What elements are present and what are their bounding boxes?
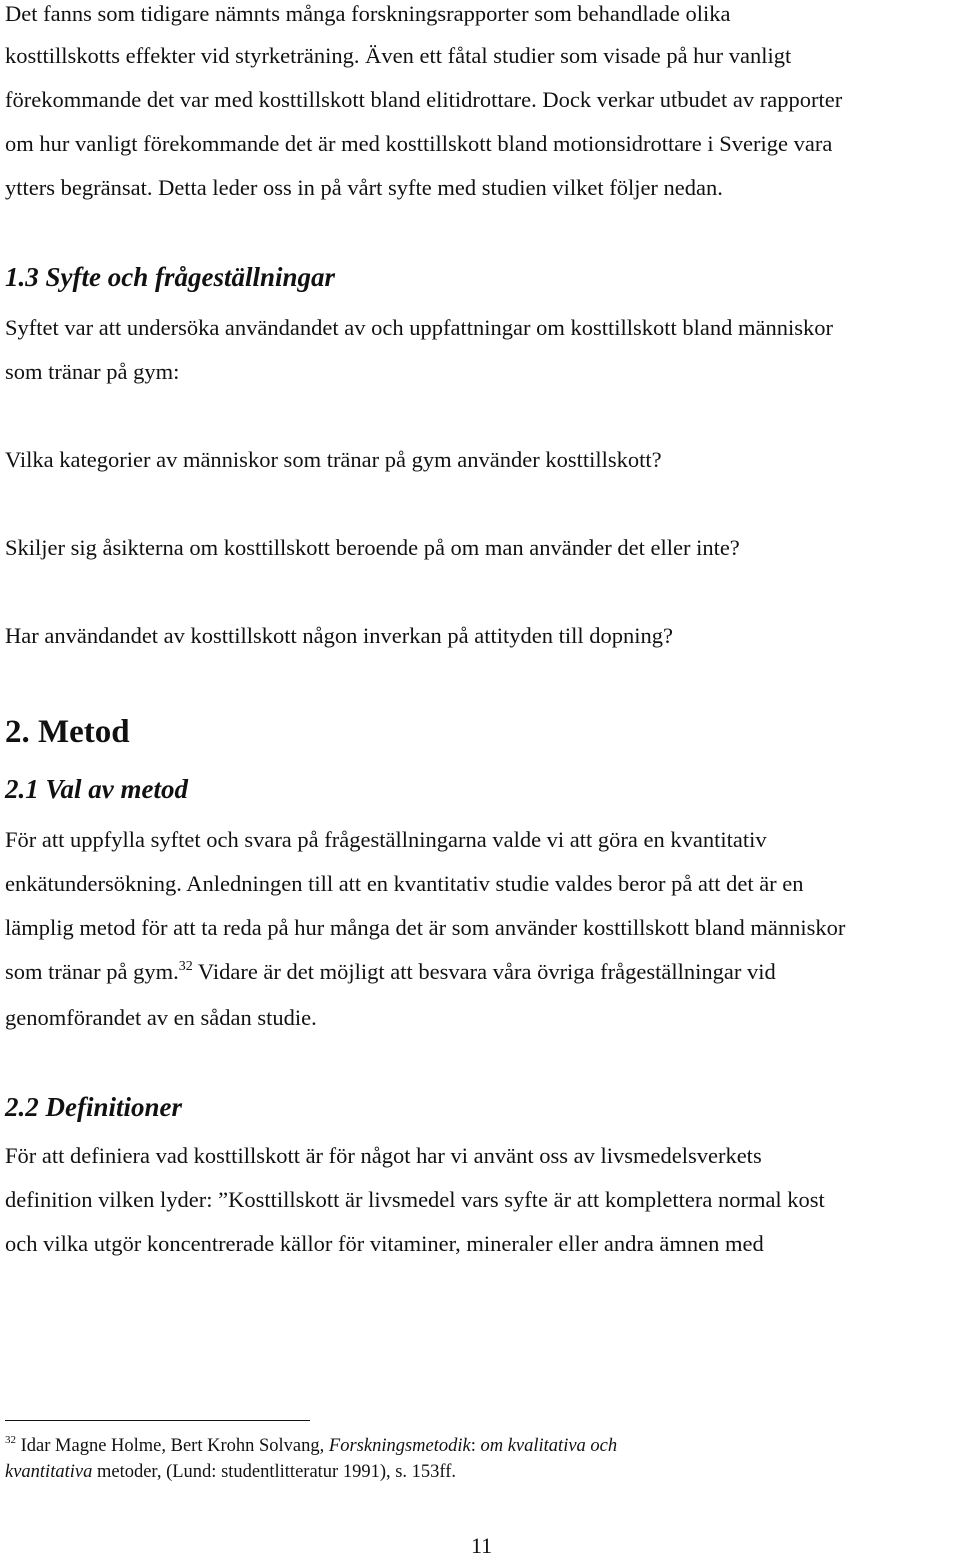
intro-line-1: Det fanns som tidigare nämnts många forskningsrapporter som behandlade olika (5, 1, 731, 26)
method-line-4 (5, 958, 776, 986)
section-2-1-heading: 2.1 Val av metod (5, 774, 188, 804)
method-line-4-start: som tränar på gym. (5, 959, 179, 984)
footnote-separator (5, 1420, 310, 1421)
footnote-colon: : (470, 1436, 481, 1456)
purpose-line-2: som tränar på gym: (5, 359, 180, 384)
footnote-number: 32 (5, 1434, 16, 1446)
intro-line-3: förekommande det var med kosttillskott bland elitidrottare. Dock verkar utbudet av rapporter (5, 87, 843, 112)
intro-line-5: ytters begränsat. Detta leder oss in på vårt syfte med studien vilket följer nedan. (5, 175, 723, 200)
method-line-1: För att uppfylla syftet och svara på frågeställningarna valde vi att göra en kvantitativ (5, 827, 767, 852)
intro-line-4: om hur vanligt förekommande det är med kosttillskott bland motionsidrottare i Sverige vara (5, 131, 833, 156)
footnote-authors: Idar Magne Holme, Bert Krohn Solvang, (16, 1436, 329, 1456)
purpose-line-1: Syftet var att undersöka användandet av och uppfattningar om kosttillskott bland människor (5, 315, 833, 340)
footnote-reference: 32 (178, 959, 193, 974)
section-2-heading: 2. Metod (5, 714, 130, 750)
footnote-line-2 (5, 1462, 456, 1483)
footnote-subtitle: om kvalitativa och (480, 1436, 618, 1456)
footnote-publication: metoder, (Lund: studentlitteratur 1991), s. 153ff. (92, 1462, 457, 1482)
method-line-4-end: Vidare är det möjligt att besvara våra övriga frågeställningar vid (192, 959, 776, 984)
question-3: Har användandet av kosttillskott någon inverkan på attityden till dopning? (5, 623, 673, 648)
intro-line-2: kosttillskotts effekter vid styrketräning. Även ett fåtal studier som visade på hur vanligt (5, 43, 792, 68)
definition-line-2: definition vilken lyder: ”Kosttillskott är livsmedel vars syfte är att komplettera normal kost (5, 1187, 825, 1212)
method-line-5: genomförandet av en sådan studie. (5, 1005, 317, 1030)
footnote-subtitle-end: kvantitativa (5, 1462, 93, 1482)
definition-line-1: För att definiera vad kosttillskott är för något har vi använt oss av livsmedelsverkets (5, 1143, 762, 1168)
question-1: Vilka kategorier av människor som tränar på gym använder kosttillskott? (5, 447, 662, 472)
question-2: Skiljer sig åsikterna om kosttillskott beroende på om man använder det eller inte? (5, 535, 740, 560)
section-1-3-heading: 1.3 Syfte och frågeställningar (5, 262, 336, 292)
method-line-2: enkätundersökning. Anledningen till att en kvantitativ studie valdes beror på att det är en (5, 871, 804, 896)
page-number: 11 (471, 1533, 493, 1558)
definition-line-3: och vilka utgör koncentrerade källor för vitaminer, mineraler eller andra ämnen med (5, 1231, 764, 1256)
footnote-line-1 (5, 1436, 617, 1457)
section-2-2-heading: 2.2 Definitioner (5, 1092, 183, 1122)
method-line-3: lämplig metod för att ta reda på hur många det är som använder kosttillskott bland människor (5, 915, 846, 940)
footnote-title: Forskningsmetodik (328, 1436, 471, 1456)
